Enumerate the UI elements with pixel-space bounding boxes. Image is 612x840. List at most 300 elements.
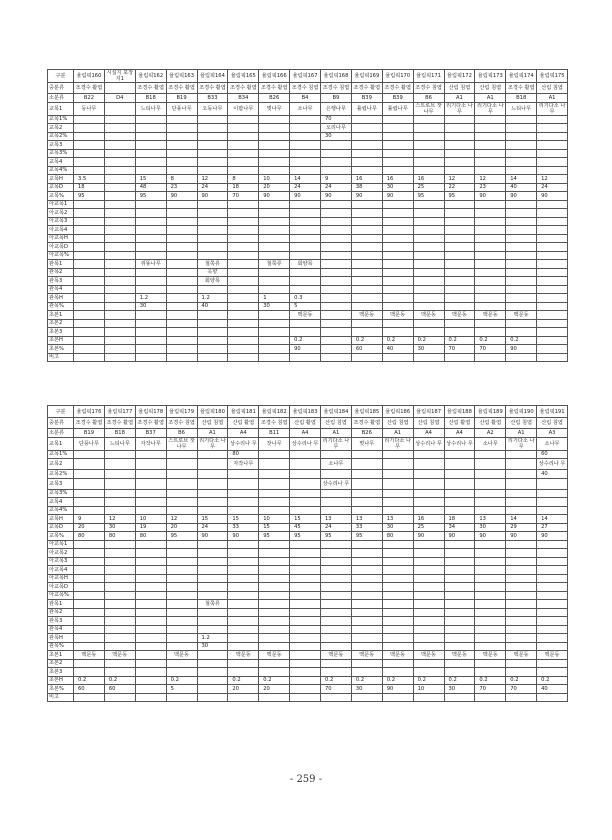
table-cell (382, 549, 413, 558)
table-cell (197, 651, 228, 660)
table-cell: 90 (537, 192, 568, 201)
table-cell (475, 243, 506, 252)
table-row (48, 158, 568, 167)
table-cell: B22 (74, 94, 105, 103)
table-cell: 쥐똥나무 (135, 260, 166, 269)
table-cell (259, 132, 290, 141)
table-cell (259, 158, 290, 167)
table-cell: 벚나무 (259, 102, 290, 115)
table-cell (104, 166, 135, 175)
table-cell (104, 328, 135, 337)
table-cell: B18 (104, 429, 135, 438)
table-cell: 조경수 활엽 (104, 418, 135, 429)
header-label-cell: 구분 (48, 70, 74, 83)
table-cell (537, 549, 568, 558)
table-cell (321, 642, 352, 651)
table-cell: 자작나무 (228, 459, 259, 470)
table-cell (321, 489, 352, 498)
table-cell: 14 (290, 175, 321, 184)
table-cell: 80 (228, 450, 259, 459)
table-cell (290, 158, 321, 167)
table-cell: 90 (475, 532, 506, 541)
table-cell (321, 608, 352, 617)
table-cell (506, 634, 537, 643)
table-cell: 95 (74, 192, 105, 201)
table-cell (537, 149, 568, 158)
table-cell: 소나무 (537, 437, 568, 450)
table-cell (228, 149, 259, 158)
table-cell (135, 676, 166, 685)
table-cell (290, 353, 321, 362)
table-cell (321, 251, 352, 260)
table-cell (444, 132, 475, 141)
table-cell: 60 (104, 685, 135, 694)
table-cell (351, 557, 382, 566)
table-cell (290, 285, 321, 294)
table-cell: 90 (259, 192, 290, 201)
table-cell (228, 141, 259, 150)
table-cell (382, 557, 413, 566)
table-cell (475, 234, 506, 243)
table-cell (351, 549, 382, 558)
row-label-cell: 교목4 (48, 158, 74, 167)
table-cell: 조경수 활엽 (351, 83, 382, 94)
table-cell (506, 294, 537, 303)
table-cell (74, 200, 105, 209)
table-cell: 70 (228, 192, 259, 201)
table-cell (351, 450, 382, 459)
table-cell: 20 (259, 685, 290, 694)
table-cell (259, 693, 290, 702)
table-cell (351, 166, 382, 175)
table-cell (321, 243, 352, 252)
table-cell (444, 478, 475, 489)
table-cell (135, 583, 166, 592)
table-cell (197, 345, 228, 354)
table-cell: 0.2 (74, 676, 105, 685)
table-cell (537, 200, 568, 209)
table-cell (259, 642, 290, 651)
table-cell (475, 149, 506, 158)
table-cell (135, 659, 166, 668)
table-cell (290, 608, 321, 617)
table-cell (74, 345, 105, 354)
table-cell (475, 450, 506, 459)
table-cell (259, 336, 290, 345)
table-cell (104, 506, 135, 515)
table-cell (166, 319, 197, 328)
table-cell (321, 328, 352, 337)
table-cell: 60 (74, 685, 105, 694)
table-cell (537, 634, 568, 643)
table-cell (413, 294, 444, 303)
table-row (48, 94, 568, 103)
table-cell (197, 583, 228, 592)
table-cell (290, 498, 321, 507)
table-cell (382, 302, 413, 311)
table-cell (197, 498, 228, 507)
table-cell (290, 115, 321, 124)
table-cell: 95 (259, 532, 290, 541)
table-cell (135, 311, 166, 320)
table-cell: 13 (475, 515, 506, 524)
table-cell (135, 209, 166, 218)
table-cell (104, 591, 135, 600)
table-cell: 24 (321, 523, 352, 532)
table-cell (135, 668, 166, 677)
table-cell: 옥향 (197, 268, 228, 277)
table-cell (197, 132, 228, 141)
table-cell (537, 345, 568, 354)
table-cell (104, 158, 135, 167)
table-cell (259, 566, 290, 575)
table-cell: 맥문동 (475, 311, 506, 320)
table-cell (259, 345, 290, 354)
table-cell (104, 302, 135, 311)
table-cell (382, 634, 413, 643)
table-cell (506, 608, 537, 617)
table-cell (197, 506, 228, 515)
table-cell (74, 489, 105, 498)
table-cell (321, 506, 352, 515)
table-cell (135, 115, 166, 124)
table-cell: 맥문동 (413, 651, 444, 660)
table-cell (228, 251, 259, 260)
table-cell: 리기다소 나무 (475, 102, 506, 115)
table-cell (166, 566, 197, 575)
table-cell (475, 583, 506, 592)
table-cell (537, 540, 568, 549)
table-cell: 소나무 (475, 437, 506, 450)
table-cell: 0.2 (351, 676, 382, 685)
table-cell (382, 478, 413, 489)
table-cell (135, 124, 166, 133)
table-cell (290, 124, 321, 133)
table-cell (321, 200, 352, 209)
row-label-cell: 교목4% (48, 166, 74, 175)
table-cell: 90 (537, 532, 568, 541)
table-cell (382, 506, 413, 515)
table-cell (197, 319, 228, 328)
table-cell (413, 217, 444, 226)
table-cell (259, 450, 290, 459)
table-cell: 철쭉류 (197, 260, 228, 269)
table-cell: 16 (413, 175, 444, 184)
table-cell: 산림 활엽 (290, 418, 321, 429)
table-cell: 27 (537, 523, 568, 532)
table-cell (537, 277, 568, 286)
table-cell (413, 319, 444, 328)
table-cell (290, 557, 321, 566)
table-cell: 30 (259, 302, 290, 311)
table-cell (74, 608, 105, 617)
table-cell (259, 470, 290, 479)
table-cell (74, 617, 105, 626)
table-cell (351, 634, 382, 643)
table-cell (506, 489, 537, 498)
table-cell (475, 217, 506, 226)
table-cell (475, 549, 506, 558)
table-cell: 맥문동 (290, 311, 321, 320)
table-cell (135, 634, 166, 643)
row-label-cell: 교목3 (48, 141, 74, 150)
table-row (48, 515, 568, 524)
table-cell (537, 336, 568, 345)
table-cell (537, 328, 568, 337)
row-label-cell: 초본2 (48, 659, 74, 668)
table-cell (506, 124, 537, 133)
row-label-cell: 초본3 (48, 668, 74, 677)
table-cell (351, 302, 382, 311)
table-cell (74, 353, 105, 362)
table-cell: B39 (351, 94, 382, 103)
table-cell (104, 251, 135, 260)
table-cell (444, 498, 475, 507)
header-cell: 율림픽163 (166, 70, 197, 83)
table-cell (290, 659, 321, 668)
table-cell: 회양목 (197, 277, 228, 286)
table-cell (413, 149, 444, 158)
table-cell (413, 659, 444, 668)
row-label-cell: 교목1 (48, 102, 74, 115)
table-cell (74, 285, 105, 294)
table-cell (475, 353, 506, 362)
table-cell (228, 668, 259, 677)
table-cell (475, 540, 506, 549)
table-cell (166, 608, 197, 617)
table-cell: 맥문동 (351, 651, 382, 660)
table-cell (382, 693, 413, 702)
table-cell (537, 311, 568, 320)
table-cell (413, 634, 444, 643)
table-cell (166, 506, 197, 515)
table-cell (537, 489, 568, 498)
table-cell (382, 277, 413, 286)
table-cell (228, 319, 259, 328)
table-cell (413, 506, 444, 515)
row-label-cell: 관목H (48, 294, 74, 303)
table-cell (259, 659, 290, 668)
table-cell (74, 642, 105, 651)
table-cell (197, 200, 228, 209)
table-cell (135, 132, 166, 141)
row-label-cell: 초본% (48, 345, 74, 354)
row-label-cell: 아교목H (48, 234, 74, 243)
table-cell: 15 (290, 515, 321, 524)
row-label-cell: 관목1 (48, 260, 74, 269)
table-cell (259, 141, 290, 150)
table-cell (290, 676, 321, 685)
table-cell (475, 328, 506, 337)
table-cell (228, 200, 259, 209)
table-row (48, 234, 568, 243)
table-cell: 70 (475, 345, 506, 354)
table-cell (413, 209, 444, 218)
table-cell (537, 141, 568, 150)
table-cell (506, 498, 537, 507)
table-cell (413, 243, 444, 252)
table-cell (104, 132, 135, 141)
table-row (48, 668, 568, 677)
table-cell (104, 311, 135, 320)
table-cell: 조경수 활엽 (74, 418, 105, 429)
table-cell (135, 243, 166, 252)
header-cell: 율림픽175 (537, 70, 568, 83)
table-cell (74, 566, 105, 575)
table-cell (413, 251, 444, 260)
table-row (48, 459, 568, 470)
table-cell (506, 243, 537, 252)
table-cell (290, 591, 321, 600)
table-cell: 0.2 (259, 676, 290, 685)
table-cell (537, 617, 568, 626)
table-cell: B33 (197, 94, 228, 103)
table-row (48, 583, 568, 592)
table-cell (74, 668, 105, 677)
table-cell (259, 459, 290, 470)
row-label-cell: 관목1 (48, 600, 74, 609)
table-cell: 90 (475, 192, 506, 201)
table-cell: 95 (413, 192, 444, 201)
table-cell (475, 591, 506, 600)
table-cell: 맥문동 (444, 311, 475, 320)
table-cell (290, 277, 321, 286)
table-cell (135, 642, 166, 651)
table-cell (290, 149, 321, 158)
table-cell: 90 (382, 192, 413, 201)
table-row (48, 285, 568, 294)
table-cell (382, 642, 413, 651)
table-cell (166, 328, 197, 337)
table-cell (382, 608, 413, 617)
table-cell (444, 625, 475, 634)
table-cell (413, 302, 444, 311)
table-cell (382, 617, 413, 626)
table-cell (74, 336, 105, 345)
table-cell (351, 285, 382, 294)
table-cell (537, 625, 568, 634)
header-cell: 율림픽182 (259, 406, 290, 418)
table-row (48, 251, 568, 260)
table-cell (413, 600, 444, 609)
table-cell (351, 328, 382, 337)
table-row (48, 429, 568, 438)
table-cell (444, 353, 475, 362)
table-cell: 16 (351, 175, 382, 184)
table-row (48, 418, 568, 429)
row-label-cell: 초본1 (48, 651, 74, 660)
table-cell (351, 132, 382, 141)
table-cell (506, 642, 537, 651)
table-cell (413, 489, 444, 498)
table-cell (197, 243, 228, 252)
table-cell (321, 336, 352, 345)
table-cell (537, 583, 568, 592)
table-cell (321, 659, 352, 668)
table-cell (197, 540, 228, 549)
table-cell (74, 124, 105, 133)
table-cell (382, 285, 413, 294)
table-cell (444, 217, 475, 226)
table-cell: 90 (166, 192, 197, 201)
table-cell: 맥문동 (228, 651, 259, 660)
table-cell: 70 (475, 685, 506, 694)
table-cell: 12 (104, 515, 135, 524)
table-row (48, 277, 568, 286)
table-cell (104, 234, 135, 243)
table-cell (104, 285, 135, 294)
table-cell (444, 450, 475, 459)
page-number: - 259 - (289, 774, 323, 785)
table-cell (135, 566, 166, 575)
table-cell (104, 489, 135, 498)
row-label-cell: 초본1 (48, 311, 74, 320)
table-cell (321, 311, 352, 320)
table-header-row (48, 406, 568, 418)
table-cell (321, 277, 352, 286)
table-cell (413, 132, 444, 141)
table-cell (74, 277, 105, 286)
table-cell (228, 540, 259, 549)
header-cell: 율림픽165 (228, 70, 259, 83)
table-cell (382, 158, 413, 167)
table-cell (444, 166, 475, 175)
table-cell (228, 566, 259, 575)
table-cell: 상수리나 무 (321, 478, 352, 489)
table-row (48, 268, 568, 277)
table-cell: 맥문동 (74, 651, 105, 660)
table-cell (259, 353, 290, 362)
table-cell (74, 659, 105, 668)
table-cell (259, 489, 290, 498)
table-cell (228, 336, 259, 345)
table-cell (351, 566, 382, 575)
table-cell: B19 (166, 94, 197, 103)
table-cell (537, 659, 568, 668)
table-cell (228, 328, 259, 337)
table-cell (104, 634, 135, 643)
table-cell: A4 (290, 429, 321, 438)
table-cell (475, 158, 506, 167)
table-cell (166, 158, 197, 167)
table-row (48, 523, 568, 532)
table-cell: 90 (444, 532, 475, 541)
table-cell (475, 251, 506, 260)
table-cell: A4 (413, 429, 444, 438)
table-cell (74, 591, 105, 600)
table-cell (506, 319, 537, 328)
table-cell (74, 583, 105, 592)
table-cell (475, 132, 506, 141)
table-cell (135, 336, 166, 345)
table-cell (382, 498, 413, 507)
table-cell: 40 (506, 183, 537, 192)
table-row (48, 132, 568, 141)
table-cell: 0.2 (104, 676, 135, 685)
row-label-cell: 아교목4 (48, 566, 74, 575)
table-cell: 자작나무 (135, 437, 166, 450)
table-cell: 조경수 침엽 (413, 83, 444, 94)
table-row (48, 557, 568, 566)
table-cell (197, 217, 228, 226)
row-label-cell: 아교목3 (48, 557, 74, 566)
table-cell: 맥문동 (104, 651, 135, 660)
table-row (48, 328, 568, 337)
table-cell: 90 (290, 192, 321, 201)
table-cell: 맥문동 (537, 651, 568, 660)
table-cell: A1 (321, 429, 352, 438)
table-cell (228, 226, 259, 235)
